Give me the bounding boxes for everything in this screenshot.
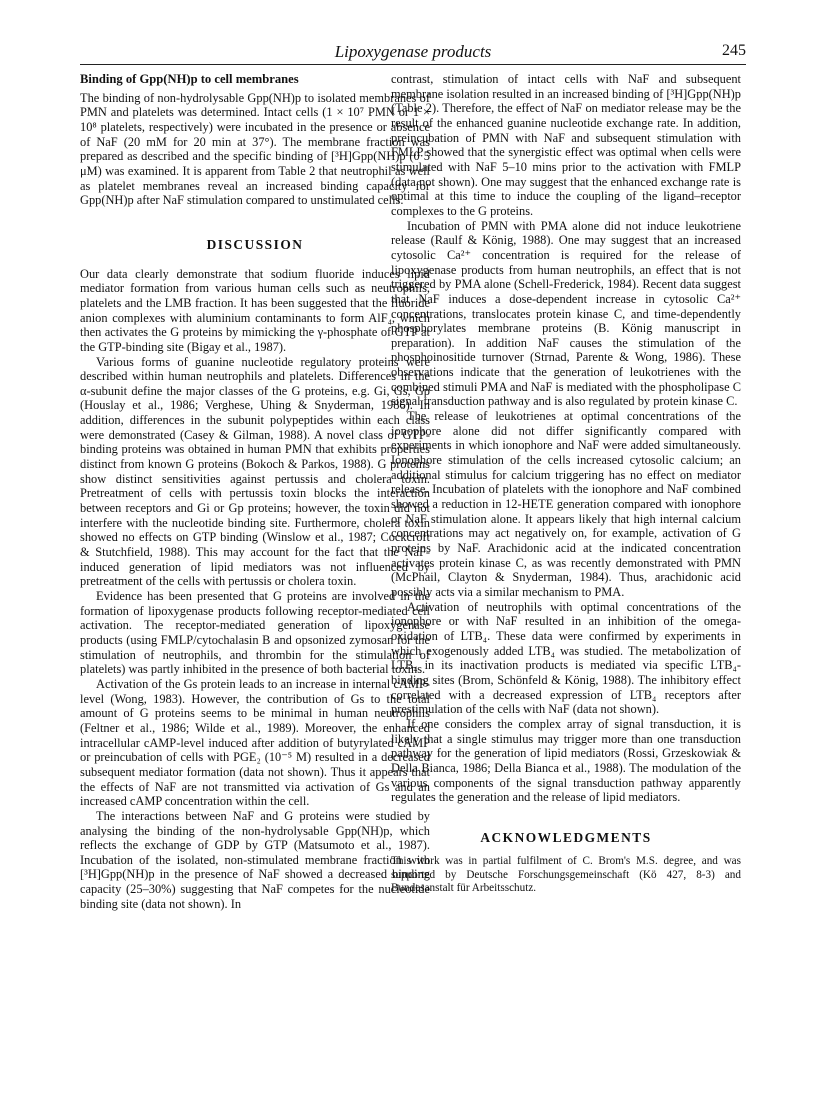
paragraph: The release of leukotrienes at optimal concentrations of the ionophore alone did not differ significantly compared with experiments in which ionophore and NaF were added simultaneously. Ionophore stimulation of the cells increased cytosolic calcium; an additional stimulus for calcium triggering has no effect on mediator release. Incubation of platelets with the ionophore and NaF combined showed a reduction in 12-HETE generation compared with ionophore or NaF stimulation alone. It appears likely that high internal calcium concentrations may act negatively on, for example, activation of G proteins by NaF. Arachidonic acid at the indicated concentration activates protein kinase C, as was recently demonstrated with PMN (McPhail, Clayton & Snyderman, 1984). Thus, arachidonic acid possibly acts via a similar mechanism to PMA. bbox=[391, 409, 741, 599]
paragraph: contrast, stimulation of intact cells with NaF and subsequent membrane isolation resulted in an increased binding of [³H]Gpp(NH)p (Table 2). Therefore, the effect of NaF on mediator release may be the result of the enhanced guanine nucleotide exchange rate. In addition, preincubation of PMN with NaF and subsequent stimulation with FMLP showed that the synergistic effect was optimal when cells were stimulated with NaF 5–10 mins prior to the activation with FMLP (data not shown). One may suggest that the enhanced exchange rate is optimal at this time to induce the coupling of the ligand–receptor complexes to the G proteins. bbox=[391, 72, 741, 218]
section-heading-discussion: DISCUSSION bbox=[206, 236, 304, 252]
paragraph: The binding of non-hydrolysable Gpp(NH)p to isolated membranes of PMN and platelets was determined. Intact cells (1 × 10⁷ PMN or 1 × 10⁸ platelets, respectively) were incubated in the presence or absence of NaF (20 mM for 20 min at 37°). The membrane fraction was prepared as described and the specific binding of [³H]Gpp(NH)p (0·5 μM) was examined. It is apparent from Table 2 that neutrophil as well as platelet membranes reveal an increased binding capacity for Gpp(NH)p after NaF stimulation compared to unstimulated cells. bbox=[80, 90, 430, 208]
paragraph: Activation of the Gs protein leads to an increase in internal cAMP-level (Wong, 1983). However, the contribution of Gs to the total amount of G proteins seems to be minimal in human neutrophils (Feltner et al., 1986; Wilde et al., 1989). Moreover, the enhanced intracellular cAMP-level induced after addition of butyrylated cAMP or preincubation of cells with PGE₂ (10⁻⁵ M) resulted in a decreased subsequent mediator formation (data not shown). Thus it appears that the effects of NaF are not transmitted via activation of Gs and an increased cAMP concentration within the cell. bbox=[80, 676, 430, 809]
left-column bbox=[80, 72, 430, 911]
paragraph: Activation of neutrophils with optimal concentrations of the ionophore or with NaF resulted in an inhibition of the omega-oxidation of LTB₄. These data were confirmed by experiments in which exogenously added LTB₄ was studied. The metabolization of LTB₄ in its inactivation products is mediated via specific LTB₄-binding sites (Brom, Schönfeld & König, 1988). The inhibitory effect correlated with a decreased expression of LTB₄ receptors after prestimulation of the cells with NaF (data not shown). bbox=[391, 599, 741, 717]
paragraph: If one considers the complex array of signal transduction, it is likely that a single stimulus may trigger more than one transduction pathway for the generation of lipid mediators (Rossi, Grzeskowiak & Della Bianca, 1986; Della Bianca et al., 1988). The modulation of the various components of the signal transduction pathway apparently regulates the generation and the release of lipid mediators. bbox=[391, 716, 741, 805]
section-heading-binding: Binding of Gpp(NH)p to cell membranes bbox=[80, 72, 299, 86]
paragraph: Various forms of guanine nucleotide regulatory proteins were described within human neutrophils and platelets. Differences in the α-subunit define the major classes of the G proteins, e.g. Gi, Gs, Gp (Houslay et al., 1986; Verghese, Uhing & Snyderman, 1986). In addition, differences in the subunit polypeptides within each class were demonstrated (Casey & Gilman, 1988). A novel class of GTP-binding proteins was obtained in human PMN that exhibits properties distinct from known G proteins (Bokoch & Parkos, 1988). G proteins show distinct sensitivities against pertussis and cholera toxin. Pretreatment of cells with pertussis toxin blocks the interaction between receptors and Gi or Gp proteins; however, the toxin did not interfere with the nucleotide binding site. Furthermore, cholera toxin showed no effects on GTP binding (Winslow et al., 1987; Cockcroft & Stutchfield, 1988). This may account for the fact that the NaF-induced generation of lipid mediators was not influenced by pretreatment of the cells with pertussis or cholera toxin. bbox=[80, 354, 430, 589]
paragraph: Incubation of PMN with PMA alone did not induce leukotriene release (Raulf & König, 1988). One may suggest that an increased cytosolic Ca²⁺ concentration is required for the release of lipoxygenase products from human neutrophils, an effect that is not triggered by PMA alone (Schell-Frederick, 1984). Recent data suggest that NaF induces a dose-dependent increase in cytosolic Ca²⁺ concentrations, translocates protein kinase C, and time-dependently phosphorylates membrane proteins (B. König manuscript in preparation). In addition NaF causes the stimulation of the phosphoinositide turnover (Strnad, Parente & Wong, 1986). These observations indicate that the generation of leukotrienes with the combined stimuli PMA and NaF is mediated with the phospholipase C signal transduction pathway and is also regulated by protein kinase C. bbox=[391, 218, 741, 409]
running-title: Lipoxygenase products bbox=[334, 42, 492, 61]
right-column bbox=[391, 72, 741, 896]
running-header bbox=[80, 42, 746, 65]
page-number: 245 bbox=[722, 42, 746, 59]
section-heading-acknowledgments: ACKNOWLEDGMENTS bbox=[480, 829, 652, 845]
paragraph: Our data clearly demonstrate that sodium fluoride induces lipid mediator formation from various human cells such as neutrophils, platelets and the LMB fraction. It has been suggested that the fluoride anion complexes with aluminium contaminants to form AlF₄, which then activates the G proteins by mimicking the γ-phosphate of GTP at the GTP-binding site (Bigay et al., 1987). bbox=[80, 266, 430, 354]
paragraph: Evidence has been presented that G proteins are involved in the formation of lipoxygenase products following receptor-mediated cell activation. The receptor-mediated generation of lipoxygenase products (using FMLP/cytochalasin B and opsonized zymosan for the stimulation of neutrophils, and thrombin for the stimulation of platelets) was partly inhibited in the presence of both bacterial toxins. bbox=[80, 589, 430, 677]
acknowledgments-text: This work was in partial fulfilment of C. Brom's M.S. degree, and was supported by Deutsche Forschungsgemeinschaft (Kö 427, 8-3) and Bundesanstalt für Arbeitsschutz. bbox=[391, 855, 741, 895]
paragraph: The interactions between NaF and G proteins were studied by analysing the binding of the non-hydrolysable Gpp(NH)p, which reflects the exchange of GDP by GTP (Matsumoto et al., 1987). Incubation of the isolated, non-stimulated membrane fraction with [³H]Gpp(NH)p in the presence of NaF showed a decreased binding capacity (25–30%) suggesting that NaF competes for the nucleotide binding site (data not shown). In bbox=[80, 808, 430, 911]
